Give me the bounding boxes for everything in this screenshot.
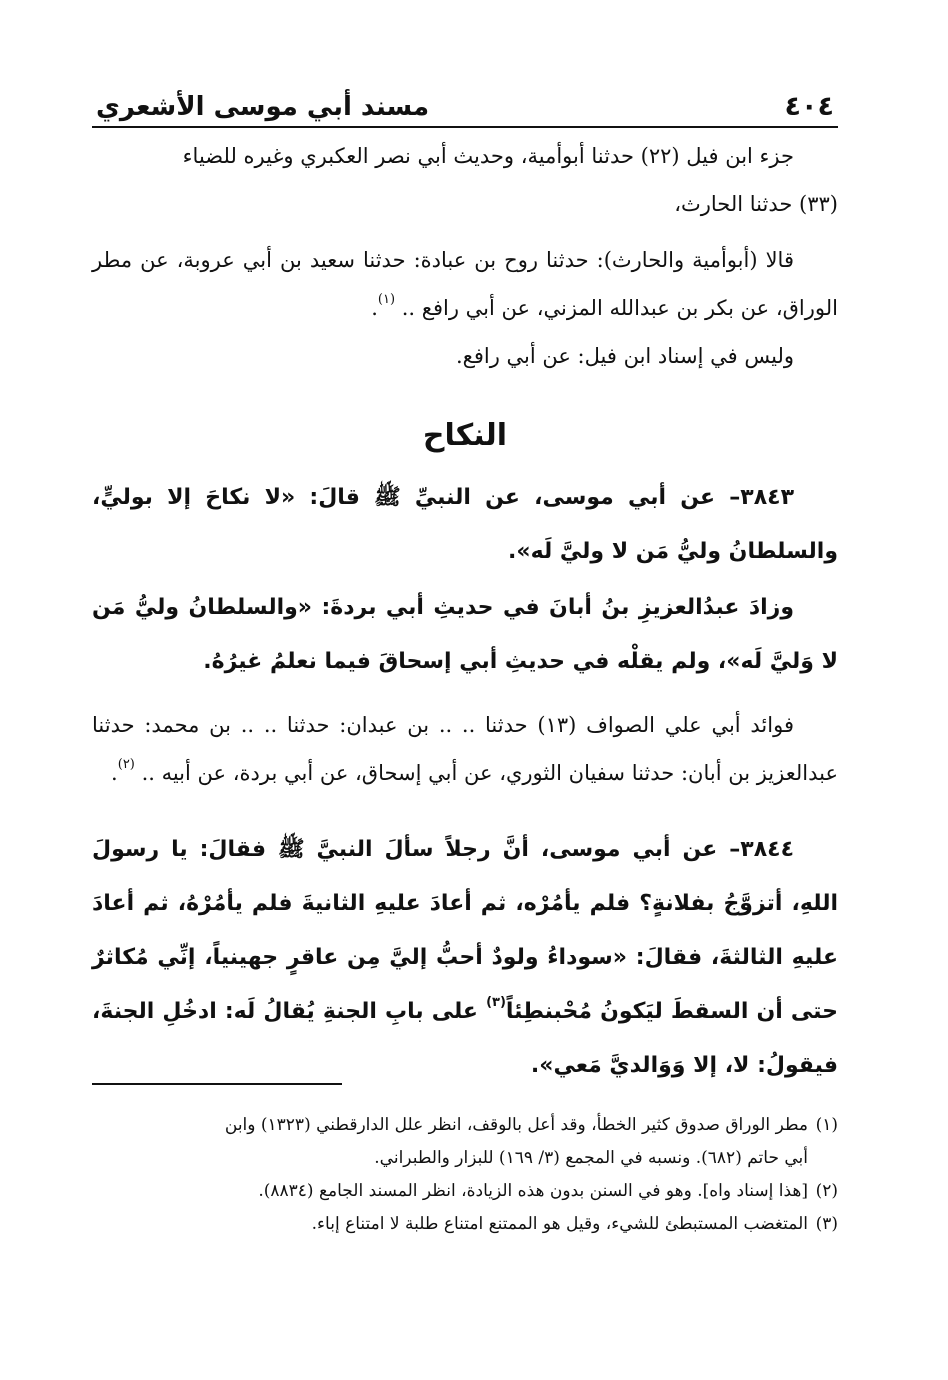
footnote-ref-3[interactable]: (٣) (486, 994, 506, 1010)
footnote-2-line-1: [هذا إسناد واه]. وهو في السنن بدون هذه الزيادة، انظر المسند الجامع (٨٨٣٤). (258, 1181, 808, 1201)
paragraph-source-2 (92, 701, 838, 797)
page-number: ٤٠٤ (784, 91, 834, 122)
note-text: وليس في إسناد ابن فيل: عن أبي رافع. (455, 344, 794, 368)
footnote-2-number: (٢) (815, 1181, 838, 1201)
source-1-line-2: (٣٣) حدثنا الحارث، (674, 192, 838, 216)
footnote-1-line-2: أبي حاتم (٦٨٢). ونسبه في المجمع (٣/ ١٦٩) للبزار والطبراني. (374, 1148, 808, 1168)
footnote-ref-1[interactable]: (١) (377, 292, 396, 307)
footnote-3-number: (٣) (815, 1214, 838, 1234)
section-title: النكاح (422, 418, 508, 453)
page (92, 80, 838, 1093)
footnote-3-line-1: المتغضب المستبطئ للشيء، وقيل هو الممتنع امتناع طلبة لا امتناع إباء. (311, 1214, 808, 1234)
isnad-end: . (371, 296, 378, 320)
source-2-end: . (111, 761, 118, 785)
isnad-text: قالا (أبوأمية والحارث): حدثنا روح بن عبادة: حدثنا سعيد بن أبي عروبة، عن مطر الوراق، عن بكر بن عبدالله المزني، عن أبي رافع .. (92, 248, 838, 320)
footnote-2 (92, 1175, 838, 1208)
footnotes (92, 1109, 838, 1241)
page-header (92, 80, 838, 128)
footnote-1-number: (١) (815, 1115, 838, 1135)
paragraph-isnad (92, 236, 838, 332)
hadith-3844 (92, 823, 838, 1093)
hadith-3843-addition-text: وزادَ عبدُالعزيزِ بنُ أبانَ في حديثِ أبي بردةَ: «والسلطانُ وليُّ مَن لا وَليَّ لَه»، ولم يقلْه في حديثِ أبي إسحاقَ فيما نعلمُ غيرُهُ. (92, 595, 838, 674)
hadith-3844-text-b: على بابِ الجنةِ يُقالُ لَه: ادخُلِ الجنةَ، فيقولُ: لا، إلا وَوَالديَّ مَعي». (92, 999, 838, 1078)
hadith-3843-text: ٣٨٤٣– عن أبي موسى، عن النبيِّ ﷺ قالَ: «لا نكاحَ إلا بوليٍّ، والسلطانُ وليُّ مَن لا وليَّ لَه». (92, 485, 838, 564)
footnote-1 (92, 1109, 838, 1175)
source-1-line-1: جزء ابن فيل (٢٢) حدثنا أبوأمية، وحديث أبي نصر العكبري وغيره للضياء (182, 144, 794, 168)
footnote-ref-2[interactable]: (٢) (117, 757, 135, 772)
footnote-divider (92, 1083, 342, 1085)
hadith-3843-addition (92, 581, 838, 689)
paragraph-note (92, 332, 838, 380)
hadith-3844-text-a: ٣٨٤٤– عن أبي موسى، أنَّ رجلاً سألَ النبيَّ ﷺ فقالَ: يا رسولَ اللهِ، أتزوَّجُ بفلانةٍ؟ فلم يأمُرْه، ثم أعادَ عليهِ الثانيةَ فلم يأمُرْهُ، ثم أعادَ عليهِ الثالثةَ، فقالَ: «سوداءُ ولودٌ أحبُّ إليَّ مِن عاقرٍ جهينياً، إنِّي مُكاثرٌ حتى أن السقطَ ليَكونُ مُحْبنطِئاً (92, 837, 838, 1024)
source-2-text: فوائد أبي علي الصواف (١٣) حدثنا .. .. بن عبدان: حدثنا .. .. بن محمد: حدثنا عبدالعزيز بن أبان: حدثنا سفيان الثوري، عن أبي إسحاق، عن أبي بردة، عن أبيه .. (92, 713, 838, 785)
paragraph-source-1 (92, 132, 838, 228)
footnote-3 (92, 1208, 838, 1241)
footnote-1-line-1: مطر الوراق صدوق كثير الخطأ، وقد أعل بالوقف، انظر علل الدارقطني (١٣٢٣) وابن (224, 1115, 808, 1135)
hadith-3843 (92, 471, 838, 579)
running-title: مسند أبي موسى الأشعري (96, 92, 430, 122)
